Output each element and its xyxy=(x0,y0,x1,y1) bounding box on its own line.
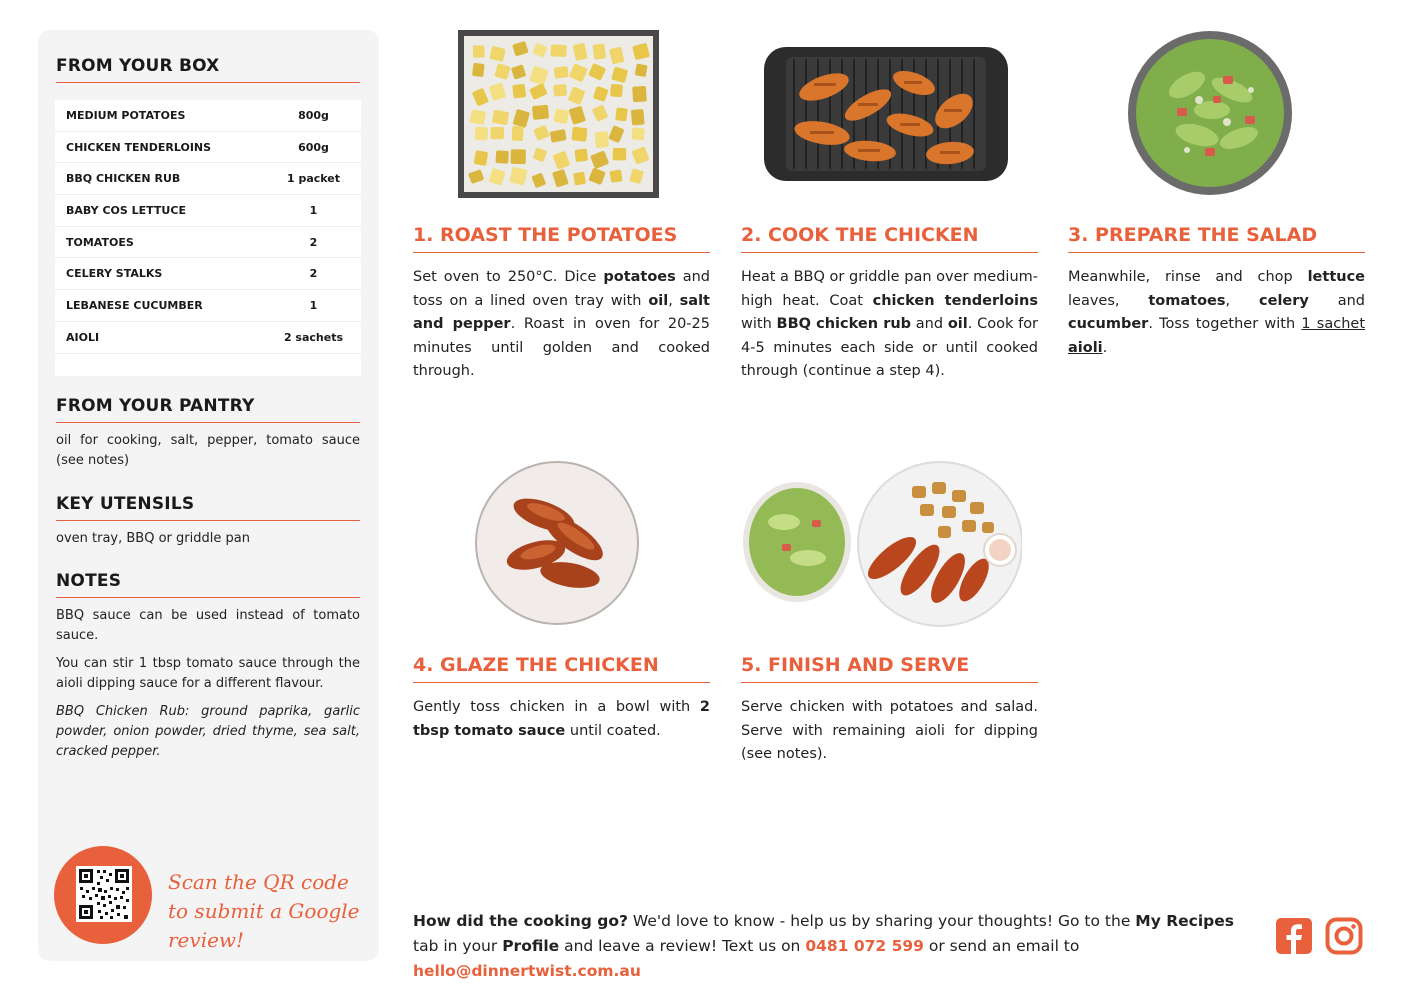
text-run: BBQ chicken rub xyxy=(776,316,912,332)
facebook-icon[interactable] xyxy=(1275,917,1313,955)
ingredient-row xyxy=(55,258,361,290)
text-run: and leave a review! Text us on xyxy=(559,937,806,955)
step-title: 3. PREPARE THE SALAD xyxy=(1068,224,1365,253)
text-run: Profile xyxy=(502,937,560,955)
text-run: , xyxy=(1225,292,1260,309)
text-run: cucumber xyxy=(1068,316,1149,332)
text-run: Gently toss chicken in a bowl with xyxy=(413,699,700,715)
note-item: BBQ sauce can be used instead of tomato sauce. xyxy=(56,608,360,643)
box-heading: FROM YOUR BOX xyxy=(56,56,360,83)
ingredient-row xyxy=(55,322,361,354)
text-run: until coated. xyxy=(565,722,661,739)
text-run: Set oven to 250°C. Dice xyxy=(413,269,604,285)
text-run: . xyxy=(1102,339,1108,356)
step-title: 1. ROAST THE POTATOES xyxy=(413,224,710,253)
instagram-icon[interactable] xyxy=(1325,917,1363,955)
ingredient-name: BABY COS LETTUCE xyxy=(66,203,186,217)
ingredient-qty: 2 sachets xyxy=(283,330,344,344)
step-title: 5. FINISH AND SERVE xyxy=(741,654,1038,683)
ingredient-qty: 2 xyxy=(309,267,318,281)
text-run: . Toss together with xyxy=(1148,316,1302,332)
ingredient-row xyxy=(55,100,361,132)
ingredient-qty: 2 xyxy=(309,235,318,249)
qr-badge[interactable] xyxy=(54,846,152,944)
text-run: , xyxy=(668,292,680,309)
text-run: 1 sachet xyxy=(1301,316,1366,332)
ingredient-name: MEDIUM POTATOES xyxy=(66,108,186,122)
ingredient-qty: 1 packet xyxy=(286,172,341,186)
pantry-text: oil for cooking, salt, pepper, tomato sauce (see notes) xyxy=(56,433,360,468)
text-run: and xyxy=(1308,292,1366,309)
ingredient-row xyxy=(55,163,361,195)
text-run: oil xyxy=(648,292,669,309)
ingredient-row xyxy=(55,227,361,259)
review-prompt xyxy=(413,909,1263,984)
ingredient-qty: 800g xyxy=(298,108,329,122)
ingredient-name: CHICKEN TENDERLOINS xyxy=(66,140,212,154)
note-item: BBQ Chicken Rub: ground paprika, garlic powder, onion powder, dried thyme, sea salt, cracked pepper. xyxy=(56,704,360,759)
text-run: with xyxy=(741,316,777,332)
ingredient-qty: 1 xyxy=(309,298,318,312)
notes-heading: NOTES xyxy=(56,571,360,598)
text-run: leaves, xyxy=(1068,292,1149,309)
ingredient-row xyxy=(55,195,361,227)
ingredient-name: TOMATOES xyxy=(66,235,134,249)
text-run: How did the cooking go? xyxy=(413,912,628,930)
qr-cta-text: Scan the QR code to submit a Google review! xyxy=(168,870,360,952)
utensils-text: oven tray, BBQ or griddle pan xyxy=(56,531,250,546)
step-body xyxy=(741,266,1038,384)
notes-list xyxy=(56,606,360,770)
text-run: oil xyxy=(947,316,968,332)
contact-link[interactable]: 0481 072 599 xyxy=(805,937,924,955)
ingredients-sidebar xyxy=(38,30,379,961)
text-run: potatoes xyxy=(603,269,676,285)
qr-code-icon[interactable] xyxy=(76,866,132,922)
step-title: 4. GLAZE THE CHICKEN xyxy=(413,654,710,683)
glazed-chicken-bowl-image xyxy=(474,460,640,630)
ingredient-name: LEBANESE CUCUMBER xyxy=(66,298,203,312)
ingredient-row xyxy=(55,132,361,164)
text-run: Heat a BBQ or griddle pan over medium-high heat. Coat xyxy=(741,269,1038,309)
ingredient-name: AIOLI xyxy=(66,330,100,344)
text-run: We'd love to know - help us by sharing your thoughts! Go to the xyxy=(627,912,1136,930)
step-body xyxy=(741,696,1038,767)
utensils-heading: KEY UTENSILS xyxy=(56,494,360,521)
text-run: celery xyxy=(1259,292,1309,309)
step-body xyxy=(1068,266,1365,360)
ingredient-qty: 1 xyxy=(309,203,318,217)
box-ingredients-table xyxy=(55,100,361,376)
contact-link[interactable]: hello@dinnertwist.com.au xyxy=(413,962,641,980)
text-run: and toss on a lined oven tray with xyxy=(413,269,710,309)
note-item: You can stir 1 tbsp tomato sauce through the aioli dipping sauce for a different flavour. xyxy=(56,656,360,691)
text-run: tab in your xyxy=(413,937,503,955)
griddle-chicken-image xyxy=(764,45,1008,189)
ingredient-qty: 600g xyxy=(298,140,329,154)
finished-plate-image xyxy=(742,460,1022,632)
ingredient-name: CELERY STALKS xyxy=(66,267,163,281)
text-run: lettuce xyxy=(1307,269,1365,285)
text-run: chicken tenderloins xyxy=(872,292,1038,309)
ingredient-row xyxy=(55,290,361,322)
step-body xyxy=(413,266,710,384)
text-run: 2 tbsp tomato sauce xyxy=(413,699,710,739)
text-run: or send an email to xyxy=(923,937,1080,955)
text-run: Serve chicken with potatoes and salad. Serve with remaining aioli for dipping (see notes). xyxy=(741,699,1038,762)
step-title: 2. COOK THE CHICKEN xyxy=(741,224,1038,253)
text-run: . Cook for 4-5 minutes each side or until cooked through (continue a step 4). xyxy=(741,316,1039,379)
text-run: . Roast in oven for 20-25 minutes until golden and cooked through. xyxy=(413,316,710,379)
text-run: My Recipes xyxy=(1135,912,1234,930)
text-run: salt and pepper xyxy=(413,292,710,332)
text-run: aioli xyxy=(1068,339,1103,356)
salad-bowl-image xyxy=(1127,30,1293,200)
step-body xyxy=(413,696,710,743)
pantry-heading: FROM YOUR PANTRY xyxy=(56,396,360,423)
text-run: Meanwhile, rinse and chop xyxy=(1068,269,1308,285)
text-run: tomatoes xyxy=(1148,292,1226,309)
roasted-potatoes-image xyxy=(458,30,659,202)
text-run: and xyxy=(911,316,948,332)
ingredient-name: BBQ CHICKEN RUB xyxy=(66,172,181,186)
